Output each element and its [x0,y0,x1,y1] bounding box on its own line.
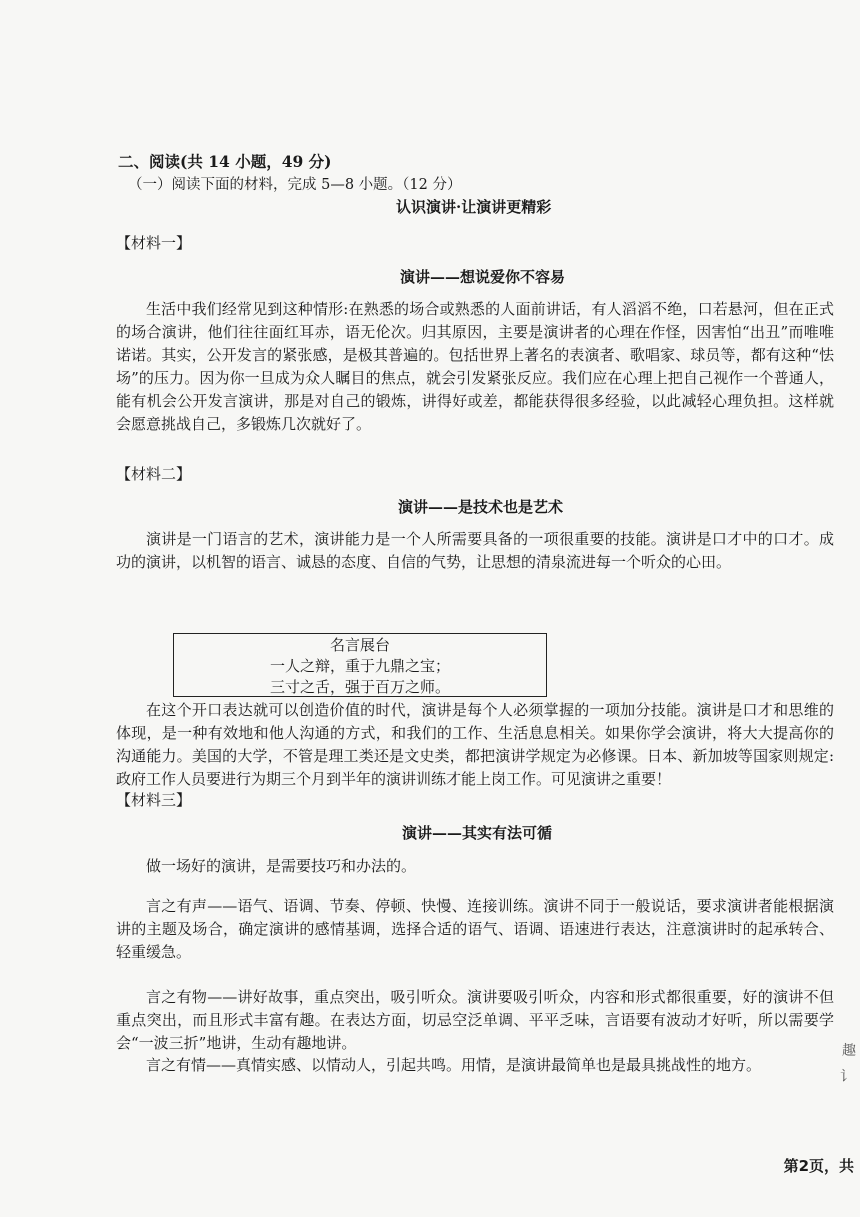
quote-box [173,633,547,697]
material3-paragraph2: 言之有声——语气、语调、节奏、停顿、快慢、连接训练。演讲不同于一般说话，要求演讲者能根据演讲的主题及场合，确定演讲的感情基调，选择合适的语气、语调、语速进行表达，注意演讲时的起承转合、轻重缓急。 [116,897,834,961]
material1-paragraph: 生活中我们经常见到这种情形:在熟悉的场合或熟悉的人面前讲话，有人滔滔不绝，口若悬河，但在正式的场合演讲，他们往往面红耳赤，语无伦次。归其原因，主要是演讲者的心理在作怪，因害怕“出丑”而唯唯诺诺。其实，公开发言的紧张感，是极其普遍的。包括世界上著名的表演者、歌唱家、球员等，都有这种“怯场”的压力。因为你一旦成为众人瞩目的焦点，就会引发紧张反应。我们应在心理上把自己视作一个普通人，能有机会公开发言演讲，那是对自己的锻炼，讲得好或差，都能获得很多经验，以此减轻心理负担。这样就会愿意挑战自己，多锻炼几次就好了。 [116,300,834,433]
section-title: 二、阅读(共 14 小题，49 分) [118,152,332,171]
material3-paragraph1: 做一场好的演讲，是需要技巧和办法的。 [146,857,417,875]
edge-mark-1: 趣 [842,1043,856,1059]
quote-line1: 一人之辩，重于九鼎之宝； [269,657,450,675]
material2-label: 【材料二】 [116,465,192,483]
quote-heading: 名言展台 [329,636,390,654]
material2-paragraph1: 演讲是一门语言的艺术，演讲能力是一个人所需要具备的一项很重要的技能。演讲是口才中的口才。成功的演讲，以机智的语言、诚恳的态度、自信的气势，让思想的清泉流进每一个听众的心田。 [116,530,834,571]
material3-paragraph4: 言之有情——真情实感、以情动人，引起共鸣。用情，是演讲最简单也是最具挑战性的地方。 [146,1056,762,1074]
material3-label: 【材料三】 [116,791,192,809]
edge-mark-2: 讠 [840,1069,854,1085]
page-number: 第2页，共 [783,1157,854,1175]
quote-line2: 三寸之舌，强于百万之师。 [269,678,450,696]
section-instruction: （一）阅读下面的材料，完成 5—8 小题。（12 分） [128,177,462,193]
material1-title: 演讲——想说爱你不容易 [400,268,566,286]
main-title: 认识演讲·让演讲更精彩 [396,198,552,216]
material3-paragraph3: 言之有物——讲好故事，重点突出，吸引听众。演讲要吸引听众，内容和形式都很重要，好的演讲不但重点突出，而且形式丰富有趣。在表达方面，切忌空泛单调、平平乏味，言语要有波动才好听，所以需要学会“一波三折”地讲，生动有趣地讲。 [116,988,834,1052]
material3-title: 演讲——其实有法可循 [402,824,553,842]
material2-title: 演讲——是技术也是艺术 [398,498,564,516]
material2-paragraph2: 在这个开口表达就可以创造价值的时代，演讲是每个人必须掌握的一项加分技能。演讲是口才和思维的体现，是一种有效地和他人沟通的方式，和我们的工作、生活息息相关。如果你学会演讲，将大大提高你的沟通能力。美国的大学，不管是理工类还是文史类，都把演讲学规定为必修课。日本、新加坡等国家则规定:政府工作人员要进行为期三个月到半年的演讲训练才能上岗工作。可见演讲之重要！ [116,701,834,788]
material1-label: 【材料一】 [116,234,192,252]
